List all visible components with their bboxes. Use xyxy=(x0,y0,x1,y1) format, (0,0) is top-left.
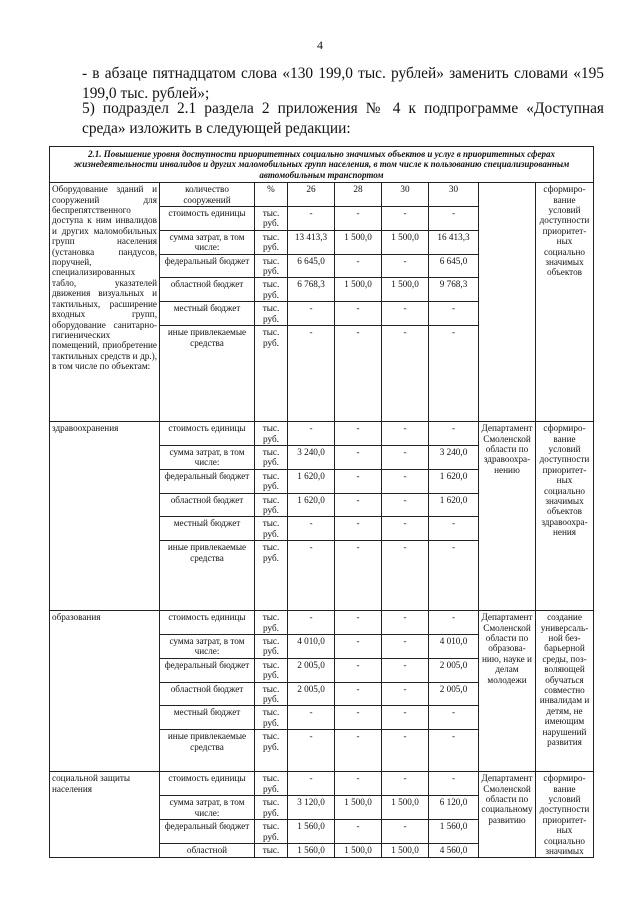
value-cell: - xyxy=(382,541,429,611)
value-cell: - xyxy=(335,611,382,635)
value-cell: 1 620,0 xyxy=(288,469,335,493)
row-label-cost: стоимость единицы xyxy=(160,772,255,796)
unit-cell: тыс. руб. xyxy=(255,730,288,772)
unit-cell: тыс. руб. xyxy=(255,278,288,302)
table-row xyxy=(50,611,594,635)
value-cell: - xyxy=(335,658,382,682)
unit-cell: тыс. руб. xyxy=(255,469,288,493)
value-cell: - xyxy=(288,326,335,422)
value-cell: - xyxy=(288,517,335,541)
group-name-healthcare: здравоохранения xyxy=(50,422,160,611)
value-cell: 2 005,0 xyxy=(429,682,479,706)
unit-cell: тыс. руб. xyxy=(255,445,288,469)
value-cell: 3 240,0 xyxy=(288,445,335,469)
value-cell: - xyxy=(335,772,382,796)
value-cell: - xyxy=(382,634,429,658)
unit-cell: тыс. руб. xyxy=(255,820,288,844)
row-label-regional: областной бюджет xyxy=(160,493,255,517)
value-cell: - xyxy=(288,207,335,231)
value-cell: - xyxy=(429,422,479,446)
group-result-social-protection: сформиро-вание условий доступности приоритет-ных социально значимых xyxy=(536,772,594,858)
paragraph-amendment-1: - в абзаце пятнадцатом слова «130 199,0 тыс. рублей» заменить словами «195 199,0 тыс. рублей»; xyxy=(82,65,604,102)
value-cell: - xyxy=(382,254,429,278)
value-cell: - xyxy=(335,207,382,231)
value-cell: - xyxy=(382,611,429,635)
header-indicator: количество сооружений xyxy=(160,183,255,207)
value-cell: - xyxy=(382,517,429,541)
value-cell: - xyxy=(335,517,382,541)
value-cell: - xyxy=(382,469,429,493)
value-cell: - xyxy=(335,445,382,469)
value-cell: - xyxy=(382,658,429,682)
value-cell: - xyxy=(335,493,382,517)
row-label-regional: областной бюджет xyxy=(160,278,255,302)
value-cell: 6 645,0 xyxy=(288,254,335,278)
value-cell: - xyxy=(335,422,382,446)
row-label-cost: стоимость единицы xyxy=(160,422,255,446)
value-cell: 1 500,0 xyxy=(382,278,429,302)
row-label-total: сумма затрат, в том числе: xyxy=(160,230,255,254)
value-cell: - xyxy=(382,207,429,231)
value-cell: 1 620,0 xyxy=(429,493,479,517)
value-cell: 6 645,0 xyxy=(429,254,479,278)
value-cell: - xyxy=(288,422,335,446)
value-cell: 2 005,0 xyxy=(288,682,335,706)
value-cell: - xyxy=(382,820,429,844)
value-cell: - xyxy=(382,326,429,422)
group-name-social-protection: социальной защиты населения xyxy=(50,772,160,858)
value-cell: 1 500,0 xyxy=(335,230,382,254)
row-label-total: сумма затрат, в том числе: xyxy=(160,445,255,469)
value-cell: 4 010,0 xyxy=(288,634,335,658)
value-cell: - xyxy=(429,706,479,730)
unit-cell: тыс. руб. xyxy=(255,302,288,326)
row-label-local: местный бюджет xyxy=(160,517,255,541)
value-cell: 1 500,0 xyxy=(335,278,382,302)
header-year-1: 26 xyxy=(288,183,335,207)
row-label-federal: федеральный бюджет xyxy=(160,469,255,493)
row-label-federal: федеральный бюджет xyxy=(160,254,255,278)
value-cell: 1 560,0 xyxy=(288,844,335,858)
unit-cell: тыс. руб. xyxy=(255,207,288,231)
value-cell: 6 768,3 xyxy=(288,278,335,302)
table-row xyxy=(50,772,594,796)
value-cell: 1 560,0 xyxy=(288,820,335,844)
unit-cell: тыс. руб. xyxy=(255,517,288,541)
row-label-local: местный бюджет xyxy=(160,302,255,326)
header-total: 30 xyxy=(429,183,479,207)
value-cell: - xyxy=(335,682,382,706)
group-executor-social-protection: Департамент Смоленской области по социальному развитию xyxy=(479,772,536,858)
group-result-education: создание универсаль-ной без-барьерной среды, поз-воляющей обучаться совместно инвалидам и детям, не имеющим нарушений развития xyxy=(536,611,594,772)
group-result-healthcare: сформиро-вание условий доступности приоритет-ных социально значимых объектов здравоохра-нения xyxy=(536,422,594,611)
value-cell: - xyxy=(429,207,479,231)
unit-cell: тыс. xyxy=(255,844,288,858)
row-label-regional: областной xyxy=(160,844,255,858)
row-label-total: сумма затрат, в том числе: xyxy=(160,634,255,658)
value-cell: 1 620,0 xyxy=(429,469,479,493)
value-cell: - xyxy=(429,517,479,541)
unit-cell: тыс. руб. xyxy=(255,326,288,422)
row-label-local: местный бюджет xyxy=(160,706,255,730)
unit-cell: тыс. руб. xyxy=(255,493,288,517)
value-cell: 1 500,0 xyxy=(335,796,382,820)
unit-cell: тыс. руб. xyxy=(255,772,288,796)
page-number: 4 xyxy=(317,38,323,52)
value-cell: - xyxy=(335,541,382,611)
value-cell: - xyxy=(429,541,479,611)
group-executor-education: Департамент Смоленской области по образова-нию, науке и делам молодежи xyxy=(479,611,536,772)
group-name-education: образования xyxy=(50,611,160,772)
unit-cell: тыс. руб. xyxy=(255,541,288,611)
value-cell: - xyxy=(288,611,335,635)
subsection-table xyxy=(49,146,594,858)
value-cell: - xyxy=(335,302,382,326)
value-cell: - xyxy=(335,706,382,730)
value-cell: 2 005,0 xyxy=(429,658,479,682)
unit-cell: тыс. руб. xyxy=(255,658,288,682)
value-cell: 1 620,0 xyxy=(288,493,335,517)
value-cell: 3 120,0 xyxy=(288,796,335,820)
value-cell: - xyxy=(382,772,429,796)
value-cell: - xyxy=(429,772,479,796)
unit-cell: тыс. руб. xyxy=(255,611,288,635)
value-cell: 6 120,0 xyxy=(429,796,479,820)
value-cell: 1 500,0 xyxy=(382,796,429,820)
value-cell: 13 413,3 xyxy=(288,230,335,254)
value-cell: - xyxy=(335,254,382,278)
value-cell: - xyxy=(382,730,429,772)
value-cell: - xyxy=(429,302,479,326)
value-cell: 9 768,3 xyxy=(429,278,479,302)
row-label-regional: областной бюджет xyxy=(160,682,255,706)
group-executor-equipment xyxy=(479,183,536,422)
row-label-other: иные привлекаемые средства xyxy=(160,326,255,422)
unit-cell: тыс. руб. xyxy=(255,254,288,278)
value-cell: - xyxy=(382,302,429,326)
unit-cell: тыс. руб. xyxy=(255,230,288,254)
header-year-2: 28 xyxy=(335,183,382,207)
header-year-3: 30 xyxy=(382,183,429,207)
paragraph-amendment-2: 5) подраздел 2.1 раздела 2 приложения № 4 к подпрограмме «Доступная среда» изложить в следующей редакции: xyxy=(82,100,604,137)
value-cell: - xyxy=(288,541,335,611)
value-cell: 4 560,0 xyxy=(429,844,479,858)
group-executor-healthcare: Департамент Смоленской области по здравоохра-нению xyxy=(479,422,536,611)
value-cell: 1 500,0 xyxy=(382,844,429,858)
value-cell: - xyxy=(288,772,335,796)
row-label-federal: федеральный бюджет xyxy=(160,820,255,844)
row-label-other: иные привлекаемые средства xyxy=(160,541,255,611)
value-cell: 16 413,3 xyxy=(429,230,479,254)
value-cell: - xyxy=(382,706,429,730)
unit-cell: тыс. руб. xyxy=(255,796,288,820)
unit-cell: тыс. руб. xyxy=(255,422,288,446)
value-cell: - xyxy=(288,302,335,326)
value-cell: - xyxy=(429,326,479,422)
unit-cell: тыс. руб. xyxy=(255,634,288,658)
value-cell: - xyxy=(382,682,429,706)
value-cell: - xyxy=(382,445,429,469)
value-cell: - xyxy=(382,493,429,517)
unit-cell: тыс. руб. xyxy=(255,682,288,706)
value-cell: - xyxy=(335,634,382,658)
value-cell: - xyxy=(335,730,382,772)
value-cell: - xyxy=(288,730,335,772)
value-cell: - xyxy=(335,469,382,493)
value-cell: 1 500,0 xyxy=(382,230,429,254)
value-cell: 1 560,0 xyxy=(429,820,479,844)
table-header-row xyxy=(50,183,594,207)
row-label-other: иные привлекаемые средства xyxy=(160,730,255,772)
header-unit: % xyxy=(255,183,288,207)
row-label-cost: стоимость единицы xyxy=(160,611,255,635)
value-cell: 1 500,0 xyxy=(335,844,382,858)
value-cell: - xyxy=(429,611,479,635)
row-label-cost: стоимость единицы xyxy=(160,207,255,231)
group-name-equipment: Оборудование зданий и сооружений для беспрепятственного доступа к ним инвалидов и других маломобильных групп населения (установка пандусов, поручней, специализированных табло, указателей движения визуальных и тактильных, расширение входных групп, оборудование санитарно-гигиенических помещений, приобретение тактильных средств и др.), в том числе по объектам: xyxy=(50,183,160,422)
value-cell: - xyxy=(429,730,479,772)
value-cell: 3 240,0 xyxy=(429,445,479,469)
row-label-federal: федеральный бюджет xyxy=(160,658,255,682)
table-title: 2.1. Повышение уровня доступности приоритетных социально значимых объектов и услуг в приоритетных сферах жизнедеятельности инвалидов и других маломобильных групп населения, в том числе к пользованию специализированным автомобильным транспортом xyxy=(50,147,594,183)
value-cell: - xyxy=(335,326,382,422)
value-cell: - xyxy=(382,422,429,446)
value-cell: 2 005,0 xyxy=(288,658,335,682)
group-result-equipment: сформиро-вание условий доступности приоритет-ных социально значимых объектов xyxy=(536,183,594,422)
table-row xyxy=(50,422,594,446)
row-label-total: сумма затрат, в том числе: xyxy=(160,796,255,820)
value-cell: 4 010,0 xyxy=(429,634,479,658)
unit-cell: тыс. руб. xyxy=(255,706,288,730)
value-cell: - xyxy=(335,820,382,844)
value-cell: - xyxy=(288,706,335,730)
